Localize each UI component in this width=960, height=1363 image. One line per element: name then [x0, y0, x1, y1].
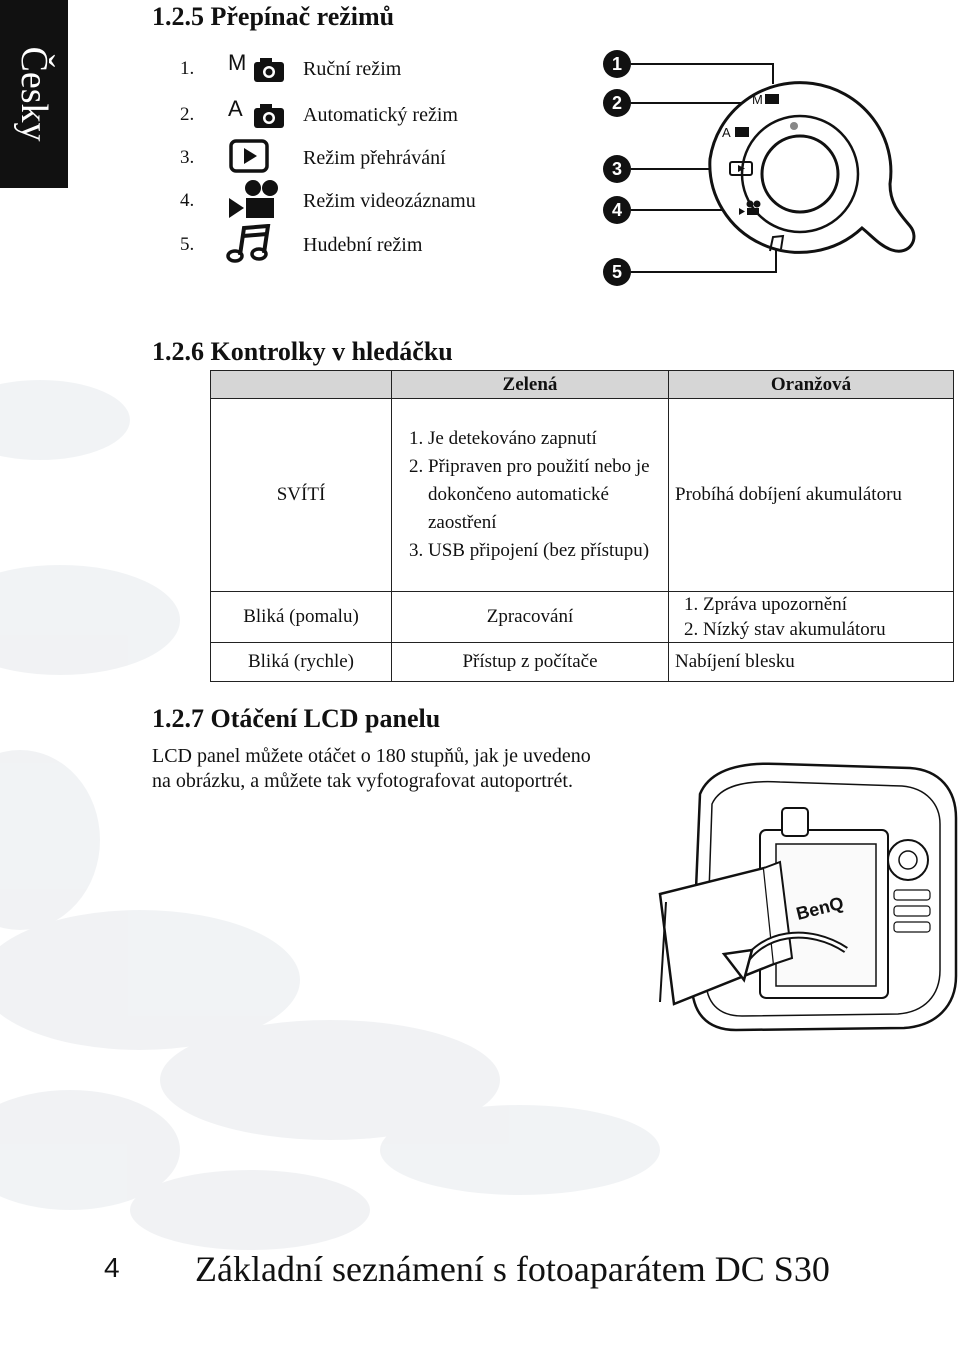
orange-cell: Probíhá dobíjení akumulátoru	[669, 399, 954, 592]
green-list	[398, 425, 662, 565]
row-label: Bliká (pomalu)	[211, 592, 392, 643]
callout-5: 5	[611, 262, 623, 282]
green-cell: Zpracování	[392, 592, 669, 643]
auto-camera-icon	[226, 94, 290, 134]
callout-3: 3	[611, 159, 623, 179]
green-cell	[392, 399, 669, 592]
list-item: 2. Připraven pro použití nebo je dokončeno automatické zaostření	[428, 453, 662, 537]
manual-camera-icon	[226, 48, 290, 88]
auto-icon-letter: A	[228, 96, 243, 121]
mode-label: Režim videozáznamu	[303, 190, 476, 212]
footer-title: Základní seznámení s fotoaparátem DC S30	[195, 1249, 830, 1289]
section-126-title: 1.2.6 Kontrolky v hledáčku	[152, 337, 453, 366]
playback-icon	[226, 137, 290, 177]
mode-label: Automatický režim	[303, 104, 458, 126]
table-header-orange: Oranžová	[669, 371, 954, 399]
orange-cell: Nabíjení blesku	[669, 643, 954, 682]
table-header-row	[211, 371, 954, 399]
text-line: LCD panel můžete otáčet o 180 stupňů, jak je uvedeno	[152, 745, 591, 767]
music-icon	[226, 224, 290, 264]
page-number: 4	[104, 1252, 120, 1283]
list-item: 3. USB připojení (bez přístupu)	[428, 537, 662, 565]
manual-icon-letter: M	[228, 50, 247, 75]
orange-list	[675, 592, 947, 642]
table-row	[211, 643, 954, 682]
green-cell: Přístup z počítače	[392, 643, 669, 682]
orange-cell	[669, 592, 954, 643]
camera-lcd-illustration	[640, 744, 960, 1034]
dial-letter-a: A	[722, 125, 731, 140]
row-label: Bliká (rychle)	[211, 643, 392, 682]
list-item: 2. Nízký stav akumulátoru	[703, 617, 947, 642]
table-header-green: Zelená	[392, 371, 669, 399]
mode-item-playback	[180, 137, 600, 177]
mode-label: Hudební režim	[303, 234, 423, 256]
table-header-empty	[211, 371, 392, 399]
mode-number: 4.	[180, 190, 195, 211]
video-icon	[226, 180, 290, 220]
callout-4: 4	[611, 200, 623, 220]
camera-brand-logo: BenQ	[794, 892, 846, 924]
indicator-table	[210, 370, 954, 682]
row-label: SVÍTÍ	[211, 399, 392, 592]
mode-number: 1.	[180, 58, 195, 79]
section-125-title: 1.2.5 Přepínač režimů	[152, 2, 395, 31]
list-item: 1. Zpráva upozornění	[703, 592, 947, 617]
dial-letter-m: M	[752, 92, 763, 107]
mode-number: 5.	[180, 234, 195, 255]
mode-item-music	[180, 224, 600, 264]
mode-number: 3.	[180, 147, 195, 168]
callout-2: 2	[611, 93, 623, 113]
language-tab	[0, 0, 68, 188]
list-item: 1. Je detekováno zapnutí	[428, 425, 662, 453]
text-line: na obrázku, a můžete tak vyfotografovat autoportrét.	[152, 770, 573, 792]
language-tab-label: Česky	[13, 46, 55, 142]
table-row	[211, 592, 954, 643]
mode-dial-illustration	[590, 44, 940, 294]
mode-item-video	[180, 180, 600, 220]
section-127-title: 1.2.7 Otáčení LCD panelu	[152, 704, 441, 733]
mode-item-auto	[180, 94, 600, 134]
mode-item-manual	[180, 48, 600, 88]
callout-1: 1	[611, 54, 623, 74]
table-row	[211, 399, 954, 592]
section-127-text	[152, 744, 672, 794]
mode-label: Ruční režim	[303, 58, 402, 80]
mode-number: 2.	[180, 104, 195, 125]
mode-label: Režim přehrávání	[303, 147, 446, 169]
